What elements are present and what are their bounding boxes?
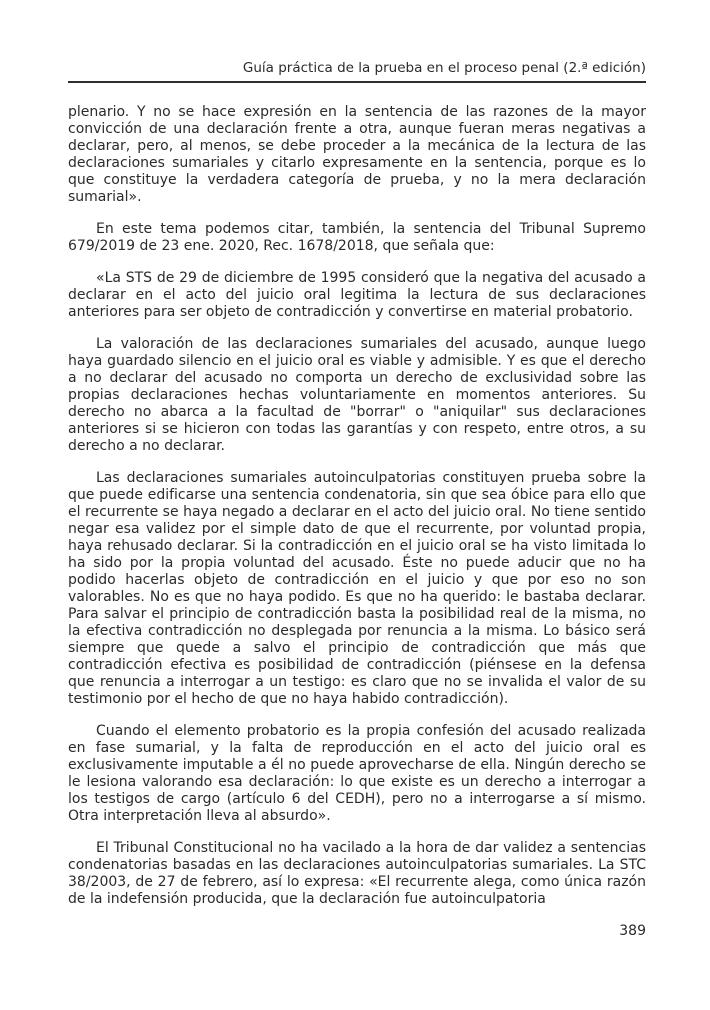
paragraph-quote: La valoración de las declaraciones sumariales del acusado, aunque luego haya guardado silencio en el juicio oral es viable y admisible. Y es que el derecho a no declarar del acusado no comporta un derecho de exclusividad sobre las propias declaraciones hechas voluntariamente en momentos anteriores. Su derecho no abarca a la facultad de "borrar" o "aniquilar" sus declaraciones anteriores si se hicieron con todas las garantías y con respeto, entre otros, a su derecho a no declarar. xyxy=(68,336,646,454)
running-title: Guía práctica de la prueba en el proceso penal (2.ª edición) xyxy=(242,60,646,76)
paragraph-quote: Las declaraciones sumariales autoinculpatorias constituyen prueba sobre la que puede edificarse una sentencia condenatoria, sin que sea óbice para ello que el recurrente se haya negado a declarar en el acto del juicio oral. No tiene sentido negar esa validez por el simple dato de que el recurrente, por voluntad propia, haya rehusado declarar. Si la contradicción en el juicio oral se ha visto limitada lo ha sido por la propia voluntad del acusado. Éste no puede aducir que no ha podido hacerlas objeto de contradicción en el juicio y que por eso no son valorables. No es que no haya podido. Es que no ha querido: le bastaba declarar. Para salvar el principio de contradicción basta la posibilidad real de la misma, no la efectiva contradicción no desplegada por renuncia a la misma. Lo básico será siempre que quede a salvo el principio de contradicción que más que contradicción efectiva es posibilidad de contradicción (piénsese en la defensa que renuncia a interrogar a un testigo: es claro que no se invalida el valor de su testimonio por el hecho de que no haya habido contradicción). xyxy=(68,470,646,707)
page-footer xyxy=(68,923,646,940)
page-number: 389 xyxy=(619,923,646,939)
paragraph-quote: Cuando el elemento probatorio es la propia confesión del acusado realizada en fase sumarial, y la falta de reproducción en el acto del juicio oral es exclusivamente imputable a él no puede aprovecharse de ella. Ningún derecho se le lesiona valorando esa declaración: lo que existe es un derecho a interrogar a los testigos de cargo (artículo 6 del CEDH), pero no a interrogarse a sí mismo. Otra interpretación lleva al absurdo». xyxy=(68,723,646,824)
paragraph: En este tema podemos citar, también, la sentencia del Tribunal Supremo 679/2019 de 23 ene. 2020, Rec. 1678/2018, que señala que: xyxy=(68,221,646,254)
paragraph: El Tribunal Constitucional no ha vacilado a la hora de dar validez a sentencias condenatorias basadas en las declaraciones autoinculpatorias sumariales. La STC 38/2003, de 27 de febrero, así lo expresa: «El recurrente alega, como única razón de la indefensión producida, que la declaración fue autoinculpatoria xyxy=(68,840,646,907)
page-body xyxy=(68,104,646,908)
paragraph-continuation: plenario. Y no se hace expresión en la sentencia de las razones de la mayor convicción de una declaración frente a otra, aunque fueran meras negativas a declarar, pero, al menos, se debe proceder a la mecánica de la lectura de las declaraciones sumariales y citarlo expresamente en la sentencia, porque es lo que constituye la verdadera categoría de prueba, y no la mera declaración sumarial». xyxy=(68,104,646,205)
running-header xyxy=(68,60,646,83)
paragraph-quote: «La STS de 29 de diciembre de 1995 consideró que la negativa del acusado a declarar en el acto del juicio oral legitima la lectura de sus declaraciones anteriores para ser objeto de contradicción y convertirse en material probatorio. xyxy=(68,270,646,320)
